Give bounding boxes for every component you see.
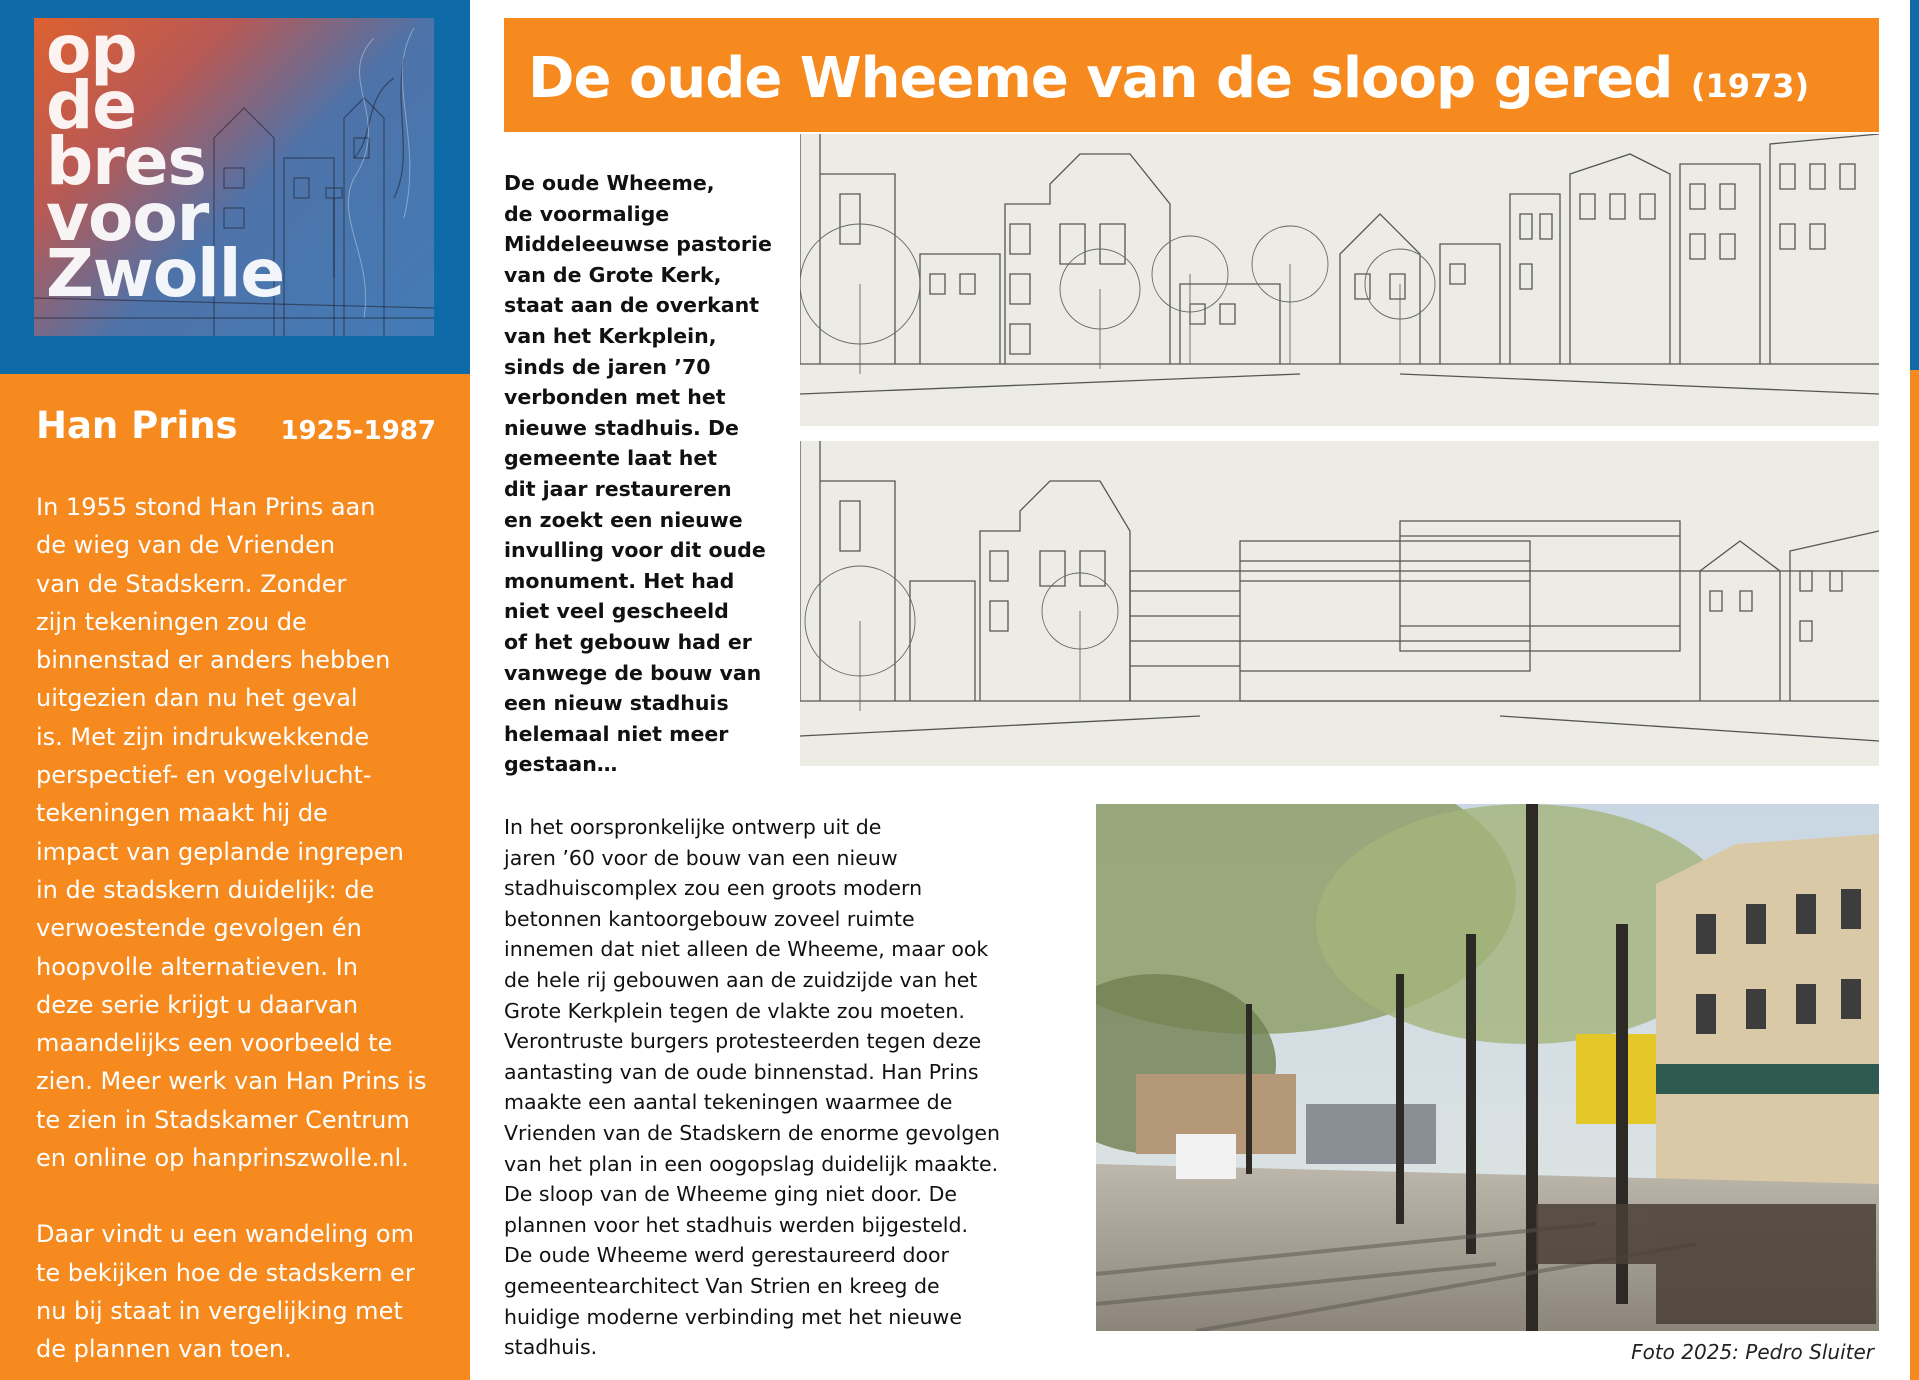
title-banner	[504, 18, 1879, 132]
logo-line: Zwolle	[46, 235, 285, 312]
logo-line: de	[46, 67, 137, 144]
logo-wordmark	[46, 18, 285, 312]
bio-paragraph: In 1955 stond Han Prins aan de wieg van de Vrienden van de Stadskern. Zonder zijn tekeningen zou de binnenstad er anders hebben uitgezien dan nu het geval is. Met zijn indrukwekkende perspectief- en vogelvlucht- tekeningen maakt hij de impact van geplande ingrepen in de stadskern duidelijk: de verwoestende gevolgen én hoopvolle alternatieven. In deze serie krijgt u daarvan maandelijks een voorbeeld te zien. Meer werk van Han Prins is te zien in Stadskamer Centrum en online op hanprinszwolle.nl.	[36, 493, 427, 1173]
author-years: 1925-1987	[280, 416, 436, 446]
drawing-kerkplein-plan	[800, 441, 1879, 766]
bio-paragraph: Daar vindt u een wandeling om te bekijken hoe de stadskern er nu bij staat in vergelijking met de plannen van toen.	[36, 1220, 415, 1364]
series-logo	[34, 18, 434, 336]
logo-line: bres	[46, 123, 206, 200]
logo-panel	[0, 0, 470, 374]
page-title-text: De oude Wheeme van de sloop gered	[528, 46, 1673, 111]
edge-stripe	[1910, 370, 1919, 1380]
page-title-year: (1973)	[1690, 67, 1810, 105]
author-bio	[36, 488, 446, 1369]
article-body: In het oorspronkelijke ontwerp uit de jaren ’60 voor de bouw van een nieuw stadhuiscomplex zou een groots modern betonnen kantoorgebouw zoveel ruimte innemen dat niet alleen de Wheeme, maar ook de hele rij gebouwen aan de zuidzijde van het Grote Kerkplein tegen de vlakte zou moeten. Verontruste burgers protesteerden tegen deze aantasting van de oude binnenstad. Han Prins maakte een aantal tekeningen waarmee de Vrienden van de Stadskern de enorme gevolgen van het plan in een oogopslag duidelijk maakte. De sloop van de Wheeme ging niet door. De plannen voor het stadhuis werden bijgesteld. De oude Wheeme werd gerestaureerd door gemeentearchitect Van Strien en kreeg de huidige moderne verbinding met het nieuwe stadhuis.	[504, 815, 1000, 1360]
author-name: Han Prins	[36, 404, 238, 447]
page-title	[528, 46, 1809, 111]
author-heading	[36, 404, 436, 454]
photo-kerkplein-2025	[1096, 804, 1879, 1331]
photo-caption: Foto 2025: Pedro Sluiter	[1631, 1340, 1874, 1364]
drawing-kerkplein-existing	[800, 134, 1879, 426]
edge-stripe	[1910, 0, 1919, 370]
article-intro: De oude Wheeme, de voormalige Middeleeuwse pastorie van de Grote Kerk, staat aan de overkant van het Kerkplein, sinds de jaren ’70 verbonden met het nieuwe stadhuis. De gemeente laat het dit jaar restaureren en zoekt een nieuwe invulling voor dit oude monument. Het had niet veel gescheeld of het gebouw had er vanwege de bouw van een nieuw stadhuis helemaal niet meer gestaan…	[504, 171, 772, 777]
logo-line: op	[46, 18, 137, 88]
logo-line: voor	[46, 179, 209, 256]
